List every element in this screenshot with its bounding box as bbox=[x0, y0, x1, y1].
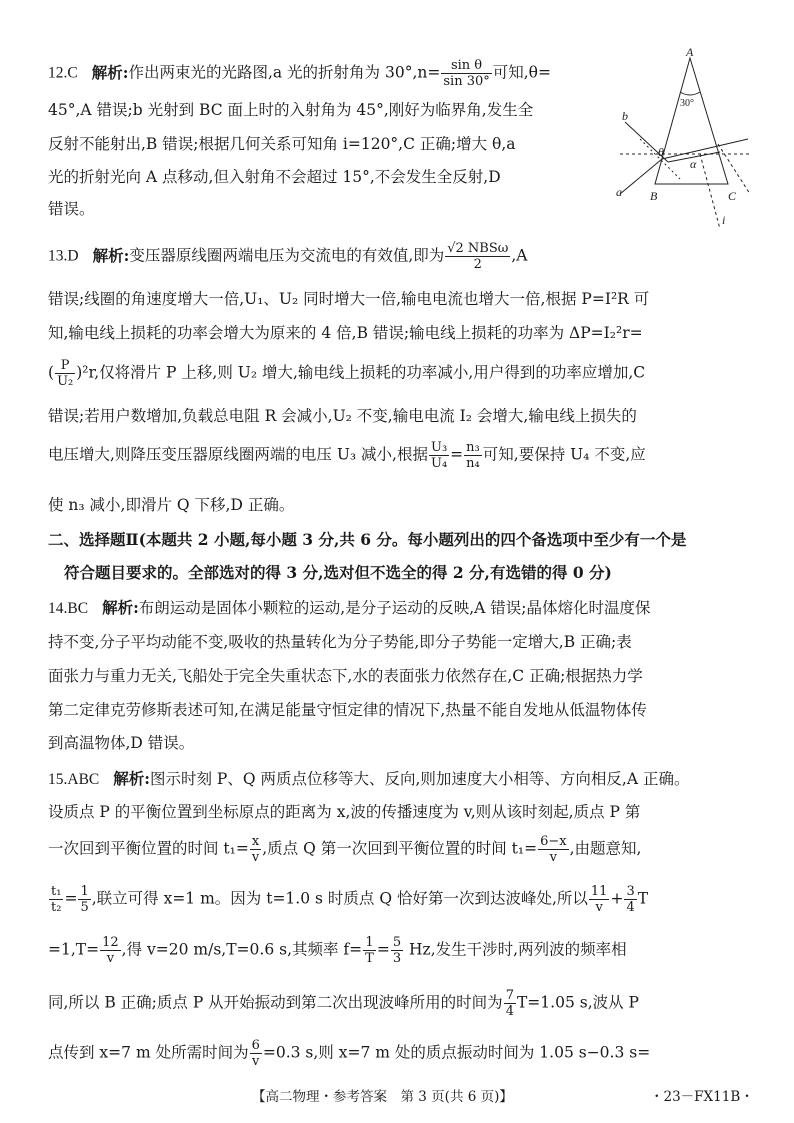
q15-line-1: 15.ABC 解析:图示时刻 P、Q 两质点位移等大、反向,则加速度大小相等、方向相反,A 正确。 bbox=[48, 769, 690, 788]
q14-line-2: 持不变,分子平均动能不变,吸收的热量转化为分子势能,即分子势能一定增大,B 正确;表 bbox=[48, 633, 632, 651]
q13-number: 13.D bbox=[48, 247, 79, 265]
q12-line-3: 反射不能射出,B 错误;根据几何关系可知角 i=120°,C 正确;增大 θ,a bbox=[48, 135, 516, 153]
q13-label: 解析: bbox=[92, 245, 130, 265]
q12-line-1: 12.C 解析:作出两束光的光路图,a 光的折射角为 30°,n= $\frac{\text{sin θ}}{\sin 30^\circ}$ 可知,θ= bbox=[48, 58, 551, 89]
doc-code: ・23－FX11B・ bbox=[650, 1089, 754, 1105]
q14-line-5: 到高温物体,D 错误。 bbox=[48, 734, 195, 752]
q15-line-5: =1,T= $\frac{12}{v}$ ,得 v=20 m/s,T=0.6 s,其频率 f= $\frac{1}{T}$ = $\frac{5}{3}$ Hz,发生干涉时,两列波的频率相 bbox=[48, 935, 627, 966]
label-a: a bbox=[616, 185, 622, 199]
q15-line-4: $\frac{\text{t₁}}{\text{t₂}}$ = $\frac{1}{5}$ ,联立可得 x=1 m。因为 t=1.0 s 时质点 Q 恰好第一次到达波峰处,所以 $\frac{11}{v}$ + $\frac{3}{4}$ T bbox=[51, 884, 649, 915]
q12-number: 12.C bbox=[48, 64, 78, 82]
label-angle: 30° bbox=[680, 98, 694, 109]
q14-number: 14.BC bbox=[48, 600, 89, 617]
q13-line-5: 错误;若用户数增加,负载总电阻 R 会减小,U₂ 不变,输电电流 I₂ 会增大,输电线上损失的 bbox=[48, 407, 637, 425]
q13-fraction: $\frac{\text{√2 NBSω}}{2}$ bbox=[447, 241, 509, 272]
q14-line-1: 14.BC 解析:布朗运动是固体小颗粒的运动,是分子运动的反映,A 错误;晶体熔化时温度保 bbox=[48, 598, 651, 617]
q14-line-3: 面张力与重力无关,飞船处于完全失重状态下,水的表面张力依然存在,C 正确;根据热力学 bbox=[48, 667, 643, 685]
q12-line-5: 错误。 bbox=[48, 200, 95, 218]
q15-line-2: 设质点 P 的平衡位置到坐标原点的距离为 x,波的传播速度为 v,则从该时刻起,质点 P 第 bbox=[48, 803, 641, 821]
q12-fraction: $\frac{\text{sin θ}}{\sin 30^\circ}$ bbox=[443, 58, 490, 89]
q14-label: 解析: bbox=[102, 598, 139, 617]
label-theta: θ bbox=[658, 145, 664, 159]
label-A: A bbox=[686, 45, 694, 59]
label-i: i bbox=[722, 213, 726, 227]
q15-label: 解析: bbox=[113, 769, 150, 788]
q15-line-7: 点传到 x=7 m 处所需时间为 $\frac{6}{v}$ =0.3 s,则 x=7 m 处的质点振动时间为 1.05 s−0.3 s= bbox=[48, 1038, 651, 1069]
q13-line-4: ( $\frac{P}{\text{U₂}}$ )²r,仅将滑片 P 上移,则 U₂ 增大,输电线上损耗的功率减小,用户得到的功率应增加,C bbox=[48, 358, 646, 389]
label-C: C bbox=[728, 189, 737, 203]
q15-number: 15.ABC bbox=[48, 771, 100, 788]
label-alpha: α bbox=[690, 157, 697, 171]
q13-line-2: 错误;线圈的角速度增大一倍,U₁、U₂ 同时增大一倍,输电电流也增大一倍,根据 P=I²R 可 bbox=[48, 290, 650, 308]
prism-ray-diagram bbox=[600, 44, 760, 244]
q13-line-1: 13.D 解析:变压器原线圈两端电压为交流电的有效值,即为 $\frac{\text{√2 NBSω}}{2}$ ,A bbox=[48, 241, 528, 272]
q13-line-3: 知,输电线上损耗的功率会增大为原来的 4 倍,B 错误;输电线上损耗的功率为 ΔP=I₂²r= bbox=[48, 324, 643, 342]
q12-label: 解析: bbox=[91, 62, 129, 82]
page-footer: 【高二物理・参考答案 第 3 页(共 6 页)】 bbox=[252, 1089, 513, 1105]
q12-line-2: 45°,A 错误;b 光射到 BC 面上时的入射角为 45°,刚好为临界角,发生全 bbox=[48, 101, 534, 119]
q15-line-3: 一次回到平衡位置的时间 t₁= $\frac{x}{v}$ ,质点 Q 第一次回到平衡位置的时间 t₁= $\frac{6-x}{v}$ ,由题意知, bbox=[48, 834, 642, 865]
label-b: b bbox=[622, 109, 628, 123]
label-B: B bbox=[650, 189, 658, 203]
q13-line-7: 使 n₃ 减小,即滑片 Q 下移,D 正确。 bbox=[48, 496, 295, 514]
q14-line-4: 第二定律克劳修斯表述可知,在满足能量守恒定律的情况下,热量不能自发地从低温物体传 bbox=[48, 701, 647, 719]
section2-heading-2: 符合题目要求的。全部选对的得 3 分,选对但不选全的得 2 分,有选错的得 0 分) bbox=[64, 563, 612, 582]
section2-heading-1: 二、选择题Ⅱ(本题共 2 小题,每小题 3 分,共 6 分。每小题列出的四个备选项中至少有一个是 bbox=[48, 530, 687, 549]
q13-line-6: 电压增大,则降压变压器原线圈两端的电压 U₃ 减小,根据 $\frac{\text{U₃}}{\text{U₄}}$ = $\frac{\text{n₃}}{\text{n₄}}$ 可知,要保持 U₄ 不变,应 bbox=[48, 440, 646, 471]
q12-line-4: 光的折射光向 A 点移动,但入射角不会超过 15°,不会发生全反射,D bbox=[48, 168, 501, 186]
q15-line-6: 同,所以 B 正确;质点 P 从开始振动到第二次出现波峰所用的时间为 $\frac{7}{4}$ T=1.05 s,波从 P bbox=[48, 988, 639, 1019]
